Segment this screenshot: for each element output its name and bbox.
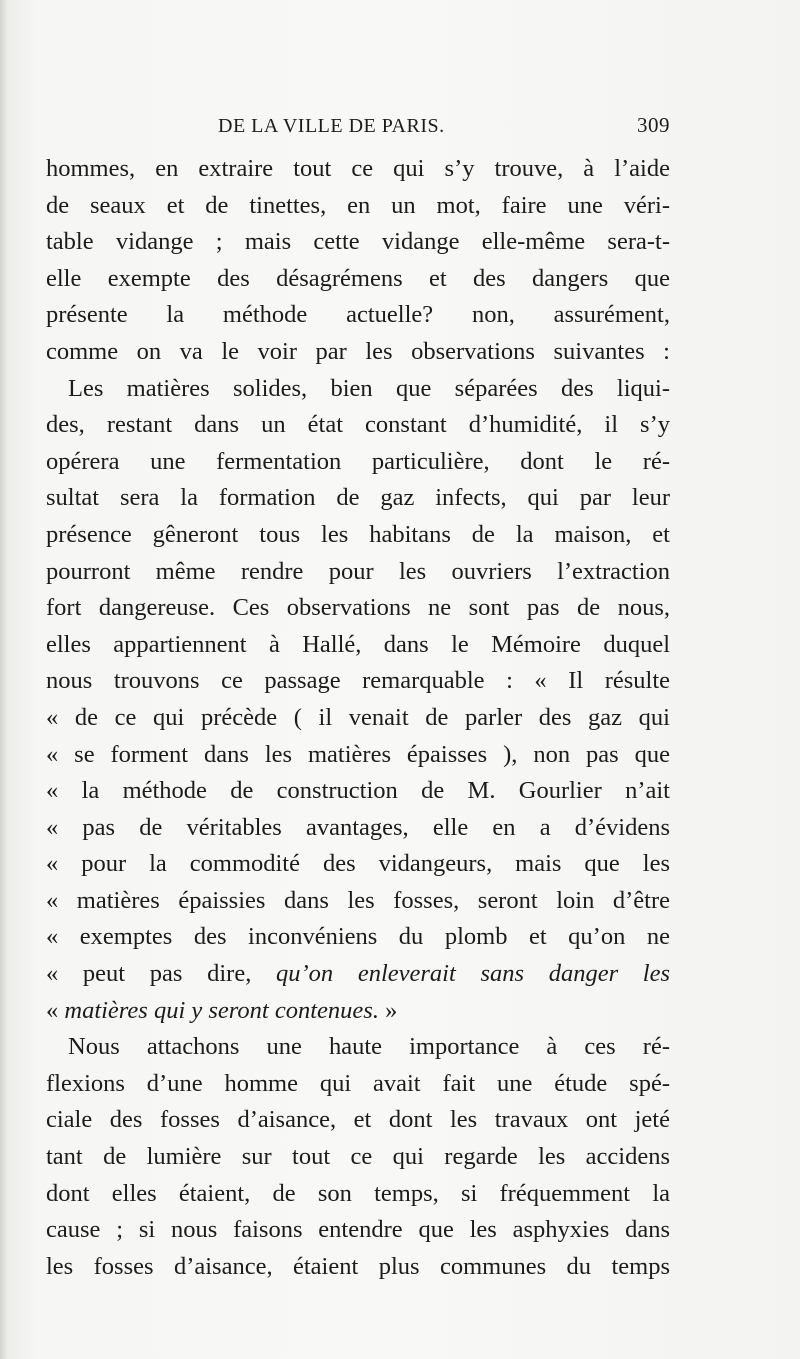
quote-line: « matières épaissies dans les fosses, seront loin d’être <box>46 886 670 914</box>
body-text <box>46 151 670 1285</box>
text-line: hommes, en extraire tout ce qui s’y trouve, à l’aide <box>46 155 670 182</box>
quote-line <box>46 956 670 993</box>
text-line: fort dangereuse. Ces observations ne sont pas de nous, <box>46 594 670 622</box>
quote-lead: « <box>46 996 65 1024</box>
quote-line: « de ce qui précède ( il venait de parler des gaz qui <box>46 703 670 731</box>
quote-line <box>46 993 670 1030</box>
text-line: Nous attachons une haute importance à ces ré- <box>68 1033 670 1061</box>
text-line: sultat sera la formation de gaz infects, qui par leur <box>46 484 670 512</box>
quote-line: « pas de véritables avantages, elle en a d’évidens <box>46 813 670 841</box>
italic-quote: qu’on enleverait sans danger les <box>276 960 670 988</box>
quote-line: « exemptes des inconvéniens du plomb et qu’on ne <box>46 923 670 951</box>
text-line: les fosses d’aisance, étaient plus communes du temps <box>46 1252 670 1280</box>
quote-line: « pour la commodité des vidangeurs, mais que les <box>46 850 670 878</box>
text-line: cause ; si nous faisons entendre que les asphyxies dans <box>46 1216 670 1244</box>
italic-quote: matières qui y seront contenues. <box>64 996 379 1024</box>
text-line: nous trouvons ce passage remarquable : « Il résulte <box>46 667 670 695</box>
quote-lead: « peut pas dire, <box>46 960 276 988</box>
text-line: ciale des fosses d’aisance, et dont les travaux ont jeté <box>46 1106 670 1134</box>
text-line: elles appartiennent à Hallé, dans le Mémoire duquel <box>46 630 670 658</box>
text-line: dont elles étaient, de son temps, si fréquemment la <box>46 1179 670 1207</box>
text-line: présente la méthode actuelle? non, assurément, <box>46 301 670 329</box>
text-line: présence gêneront tous les habitans de la maison, et <box>46 520 670 548</box>
text-line: des, restant dans un état constant d’humidité, il s’y <box>46 411 670 439</box>
quote-line: « la méthode de construction de M. Gourlier n’ait <box>46 777 670 805</box>
quote-close: » <box>378 996 398 1024</box>
text-line: elle exempte des désagrémens et des dangers que <box>46 264 670 292</box>
text-line: tant de lumière sur tout ce qui regarde les accidens <box>46 1143 670 1171</box>
text-line: flexions d’une homme qui avait fait une étude spé- <box>46 1069 670 1097</box>
text-line: opérera une fermentation particulière, dont le ré- <box>46 447 670 475</box>
running-title: DE LA VILLE DE PARIS. <box>218 115 445 137</box>
text-line: comme on va le voir par les observations suivantes : <box>46 337 670 365</box>
text-line: pourront même rendre pour les ouvriers l’extraction <box>46 557 670 585</box>
text-line: de seaux et de tinettes, en un mot, faire une véri- <box>46 191 670 219</box>
page-number: 309 <box>637 113 670 137</box>
text-line: table vidange ; mais cette vidange elle-même sera-t- <box>46 228 670 256</box>
page-edge-shadow <box>0 0 8 1359</box>
text-line: Les matières solides, bien que séparées des liqui- <box>68 374 670 402</box>
running-head <box>46 113 670 143</box>
quote-line: « se forment dans les matières épaisses ), non pas que <box>46 740 670 768</box>
